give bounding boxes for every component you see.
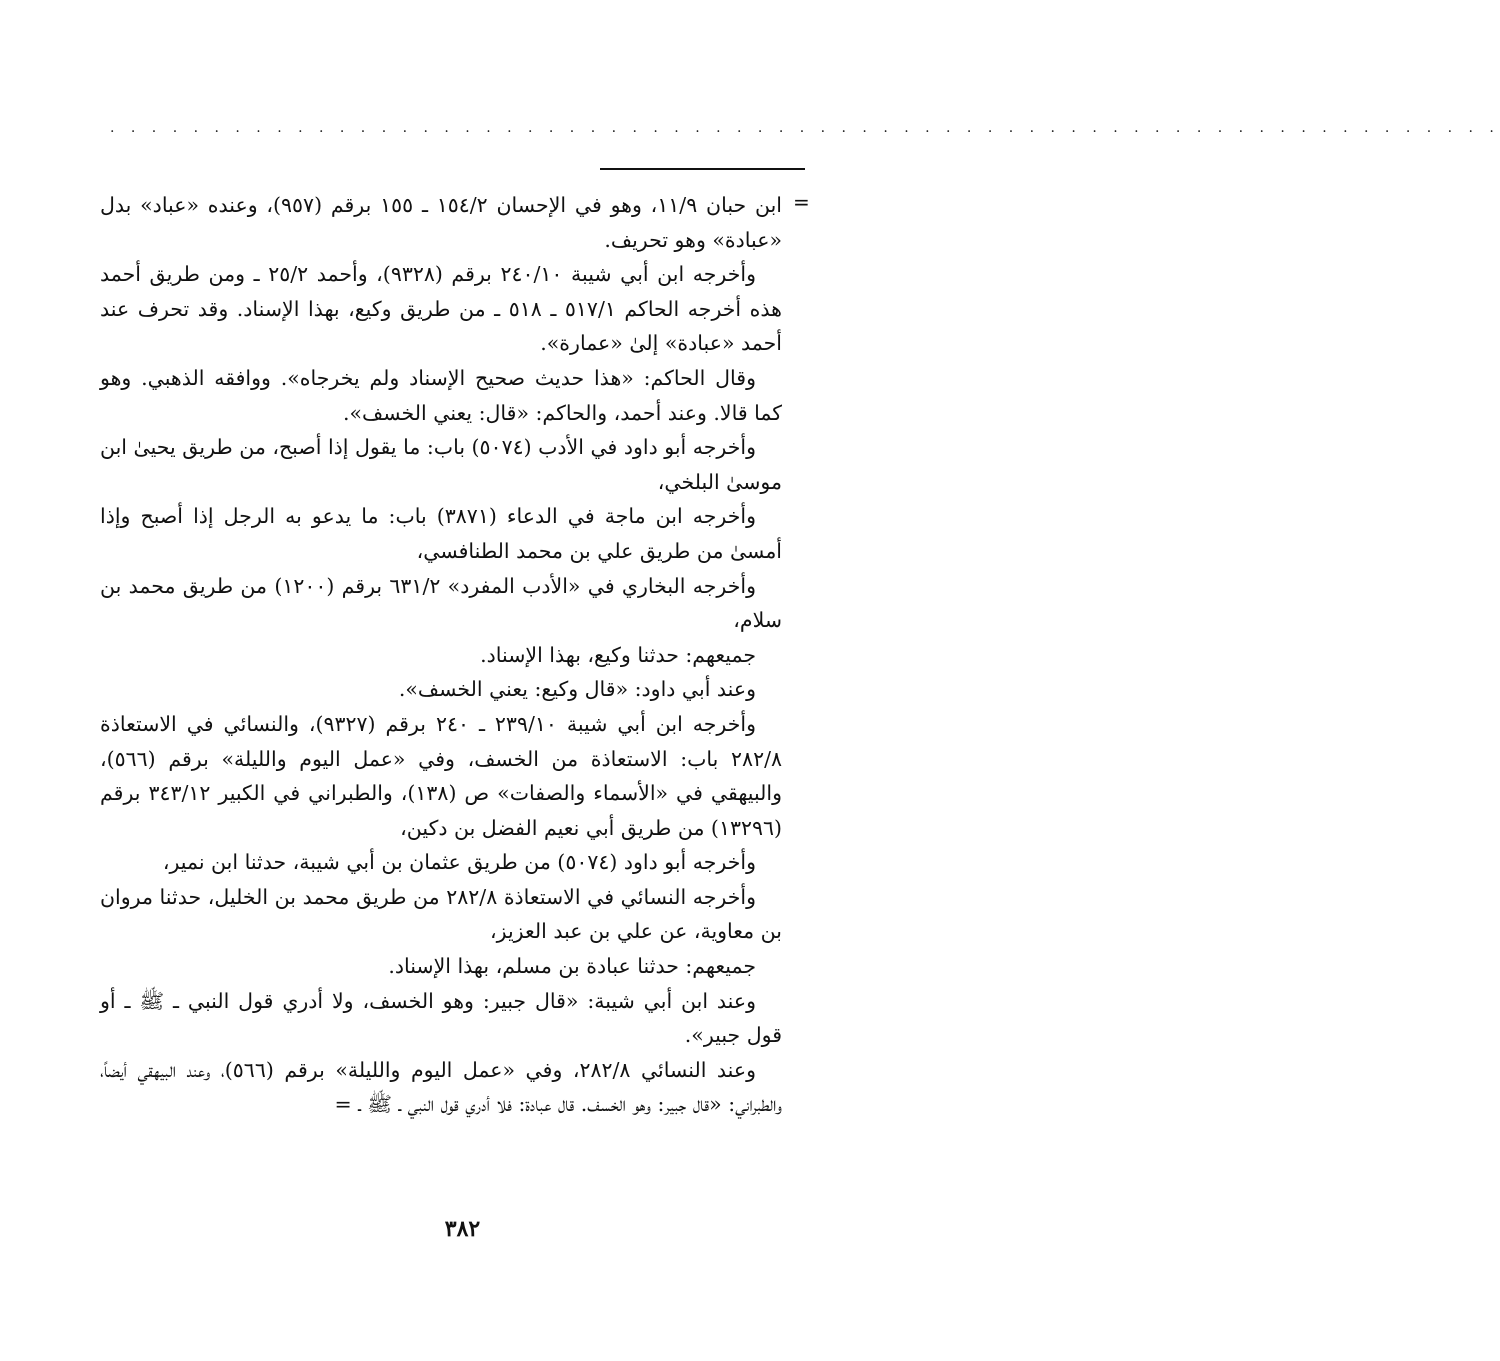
paragraph-11: وأخرجه النسائي في الاستعاذة ٢٨٢/٨ من طريق محمد بن الخليل، حدثنا مروان بن معاوية، عن علي بن عبد العزيز، bbox=[100, 884, 782, 944]
paragraph-2: وأخرجه ابن أبي شيبة ٢٤٠/١٠ برقم (٩٣٢٨)، وأحمد ٢٥/٢ ـ ومن طريق أحمد هذه أخرجه الحاكم ٥١٧/١ ـ ٥١٨ ـ من طريق وكيع، بهذا الإسناد. وقد تحرف عند أحمد «عبادة» إلىٰ «عمارة». bbox=[100, 262, 782, 356]
separator-dots: . . . . . . . . . . . . . . . . . . . . . . . . . . . . . . . . . . . . . . . . . . . . . . . . . . . . . . . . . . . . . . . . . . . bbox=[110, 120, 1500, 136]
footnote-body bbox=[100, 188, 782, 1122]
paragraph-4: وأخرجه أبو داود في الأدب (٥٠٧٤) باب: ما يقول إذا أصبح، من طريق يحيىٰ ابن موسىٰ البلخي، bbox=[100, 435, 782, 494]
paragraph-3: وقال الحاكم: «هذا حديث صحيح الإسناد ولم يخرجاه». ووافقه الذهبي. وهو كما قالا. وعند أحمد، والحاكم: «قال: يعني الخسف». bbox=[100, 365, 782, 425]
paragraph-6: وأخرجه البخاري في «الأدب المفرد» ٦٣١/٢ برقم (١٢٠٠) من طريق محمد بن سلام، bbox=[100, 573, 782, 633]
paragraph-9: وأخرجه ابن أبي شيبة ٢٣٩/١٠ ـ ٢٤٠ برقم (٩٣٢٧)، والنسائي في الاستعاذة ٢٨٢/٨ باب: الاستعاذة من الخسف، وفي «عمل اليوم والليلة» برقم (٥٦٦)، والبيهقي في «الأسماء والصفات» ص (١٣٨)، والطبراني في الكبير ٣٤٣/١٢ برقم (١٣٢٩٦) من طريق أبي نعيم الفضل بن دكين، bbox=[100, 711, 782, 840]
footnote-rule bbox=[600, 168, 805, 170]
page-number: ٣٨٢ bbox=[444, 1216, 481, 1242]
paragraph-13: وعند ابن أبي شيبة: «قال جبير: وهو الخسف، ولا أدري قول النبي ـ ﷺ ـ أو قول جبير». bbox=[100, 988, 782, 1048]
paragraph-8: وعند أبي داود: «قال وكيع: يعني الخسف». bbox=[398, 677, 756, 702]
paragraph-1: ابن حبان ١١/٩، وهو في الإحسان ١٥٤/٢ ـ ١٥٥ برقم (٩٥٧)، وعنده «عباد» بدل «عبادة» وهو تحريف. bbox=[100, 193, 782, 252]
paragraph-12: جميعهم: حدثنا عبادة بن مسلم، بهذا الإسناد. bbox=[388, 954, 756, 979]
paragraph-5: وأخرجه ابن ماجة في الدعاء (٣٨٧١) باب: ما يدعو به الرجل إذا أصبح وإذا أمسىٰ من طريق علي بن محمد الطنافسي، bbox=[100, 504, 782, 563]
paragraph-7: جميعهم: حدثنا وكيع، بهذا الإسناد. bbox=[480, 642, 756, 667]
paragraph-14: وعند النسائي ٢٨٢/٨، وفي «عمل اليوم والليلة» برقم (٥٦٦)، وعند البيهقي أيضاً، والطبراني: «قال جبير: وهو الخسف. قال عبادة: فلا أدري قول النبي ـ ﷺ ـ = bbox=[100, 1057, 782, 1117]
paragraph-10: وأخرجه أبو داود (٥٠٧٤) من طريق عثمان بن أبي شيبة، حدثنا ابن نمير، bbox=[162, 850, 756, 875]
continuation-mark: = bbox=[793, 190, 810, 214]
